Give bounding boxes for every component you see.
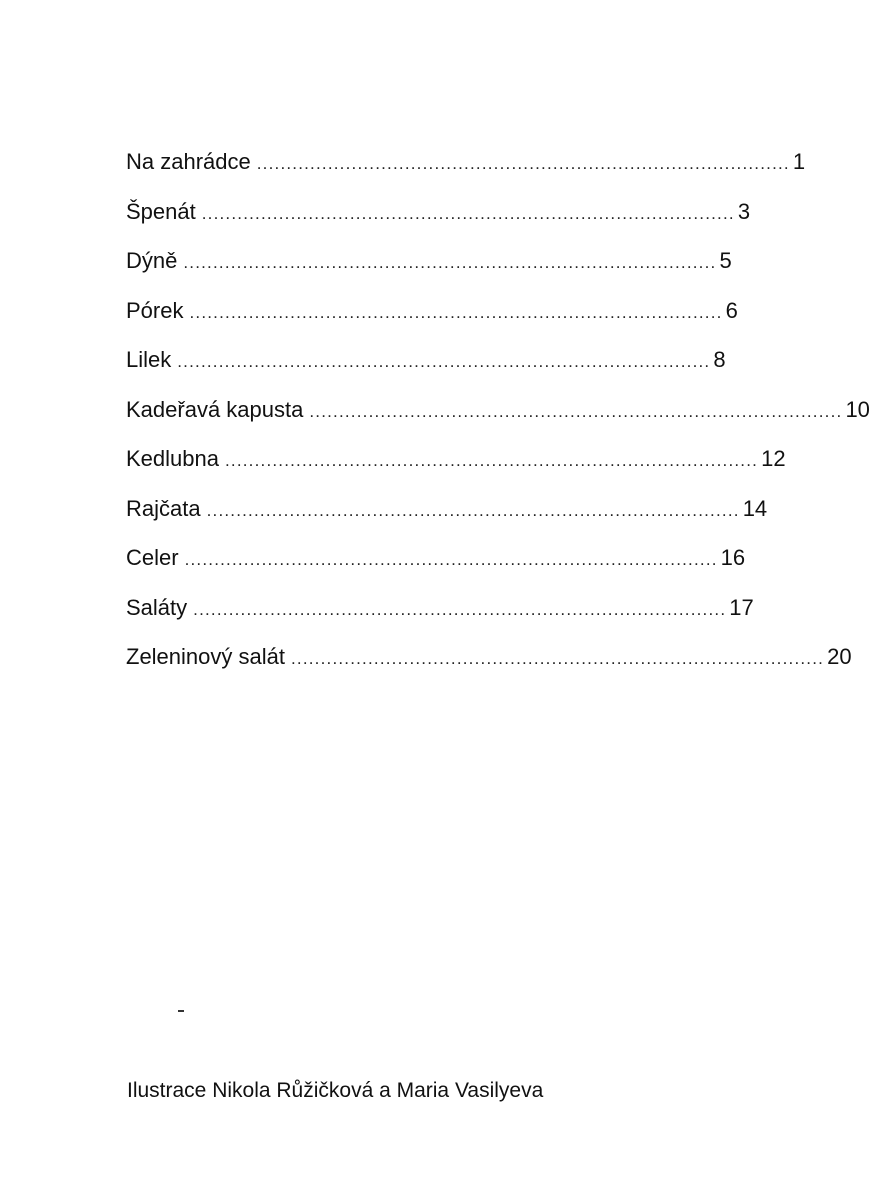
toc-entry (126, 198, 751, 248)
toc-entry-title: Celer (126, 545, 179, 570)
scan-speck (178, 1010, 184, 1012)
dot-leader: .......................................................................................... (201, 203, 735, 223)
toc-entry-page: 6 (725, 297, 738, 323)
toc-entry-title: Saláty (126, 594, 188, 620)
toc-entry-title: Kedlubna (126, 446, 219, 471)
toc-entry-title: Na zahrádce (126, 149, 251, 174)
table-of-contents (126, 148, 870, 693)
toc-entry-page: 12 (761, 446, 786, 471)
toc-entry (126, 346, 726, 396)
toc-entry-title: Pórek (126, 297, 184, 323)
dot-leader: .......................................................................................... (309, 401, 843, 421)
toc-entry (126, 495, 768, 545)
dot-leader: .......................................................................................... (256, 154, 790, 173)
toc-entry-page: 20 (827, 644, 852, 669)
toc-entry-page: 14 (742, 495, 768, 521)
dot-leader: .......................................................................................... (193, 599, 727, 619)
toc-entry-page: 3 (737, 198, 751, 224)
toc-entry-page: 8 (713, 347, 726, 372)
toc-entry (126, 544, 746, 594)
dot-leader: .......................................................................................... (183, 253, 717, 272)
toc-entry-title: Kadeřavá kapusta (126, 396, 304, 422)
toc-entry (126, 148, 806, 198)
toc-entry-title: Zeleninový salát (126, 644, 285, 669)
toc-entry (126, 396, 870, 446)
toc-entry-page: 17 (729, 594, 754, 620)
dot-leader: .......................................................................................... (184, 550, 718, 569)
dot-leader: .......................................................................................... (189, 302, 723, 322)
dot-leader: .......................................................................................... (177, 352, 711, 371)
dot-leader: .......................................................................................... (224, 451, 759, 470)
dot-leader: .......................................................................................... (206, 500, 740, 520)
toc-entry (126, 445, 786, 495)
toc-entry (126, 297, 738, 347)
toc-entry (126, 247, 732, 297)
toc-entry (126, 594, 754, 644)
dot-leader: .......................................................................................... (290, 649, 825, 668)
toc-entry-page: 16 (720, 545, 746, 570)
toc-entry-title: Špenát (126, 198, 196, 224)
toc-entry-title: Rajčata (126, 495, 201, 521)
toc-entry-title: Dýně (126, 248, 178, 273)
toc-entry-page: 1 (792, 149, 806, 174)
illustration-credit: Ilustrace Nikola Růžičková a Maria Vasilyeva (127, 1079, 544, 1102)
toc-entry-page: 10 (845, 396, 870, 422)
toc-entry-page: 5 (719, 248, 732, 273)
toc-entry (126, 643, 852, 693)
toc-entry-title: Lilek (126, 347, 172, 372)
